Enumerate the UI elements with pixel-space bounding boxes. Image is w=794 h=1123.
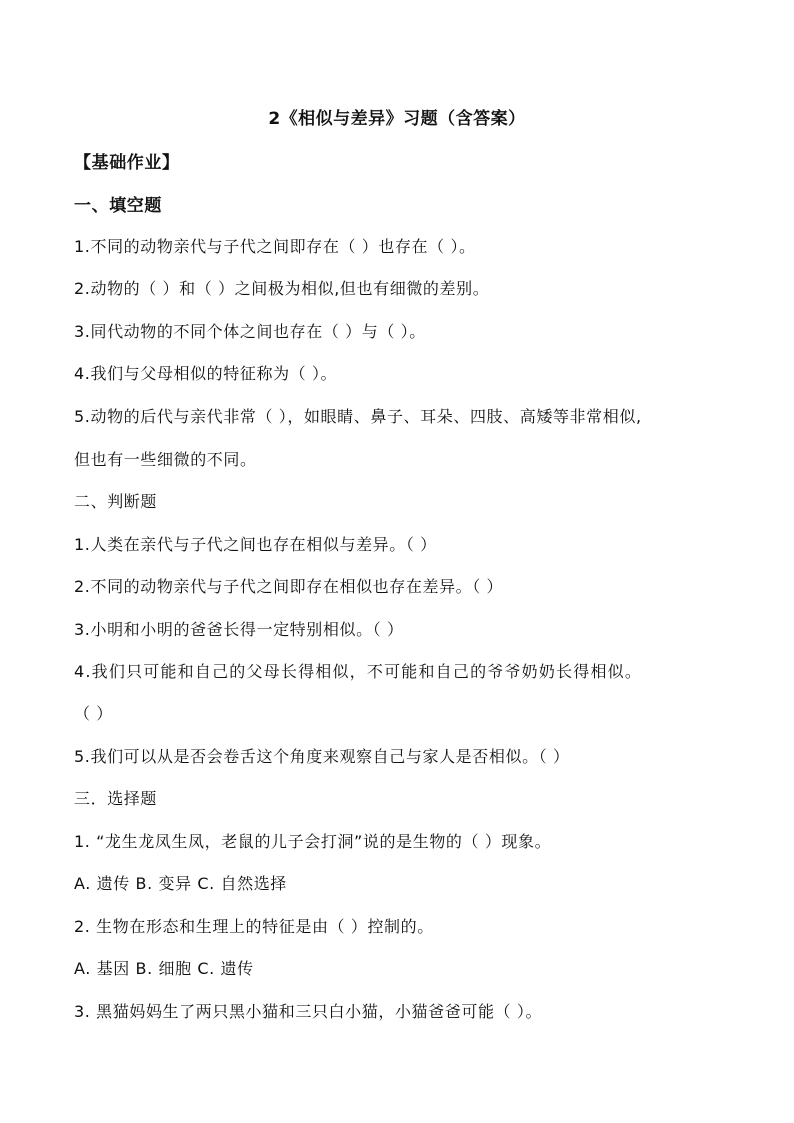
fill-question-3: 3.同代动物的不同个体之间也存在（ ）与（ ）。 (74, 322, 426, 341)
judge-question-5: 5.我们可以从是否会卷舌这个角度来观察自己与家人是否相似。（ ） (74, 747, 570, 766)
choice-question-1-options: A. 遗传 B. 变异 C. 自然选择 (74, 874, 287, 893)
judge-heading: 二、判断题 (74, 492, 158, 511)
fill-question-5-line1: 5.动物的后代与亲代非常（ ），如眼睛、鼻子、耳朵、四肢、高矮等非常相似, (74, 407, 642, 426)
judge-question-2: 2.不同的动物亲代与子代之间即存在相似也存在差异。（ ） (74, 577, 504, 596)
fill-question-1: 1.不同的动物亲代与子代之间即存在（ ）也存在（ ）。 (74, 237, 476, 256)
choice-question-2-options: A. 基因 B. 细胞 C. 遗传 (74, 959, 254, 978)
choice-question-2: 2. 生物在形态和生理上的特征是由（ ）控制的。 (74, 917, 434, 936)
choice-heading: 三．选择题 (74, 789, 158, 808)
section-basic-heading: 【基础作业】 (74, 153, 180, 173)
fill-question-5-line2: 但也有一些细微的不同。 (74, 450, 257, 469)
fill-question-4: 4.我们与父母相似的特征称为（ ）。 (74, 364, 338, 383)
choice-question-3: 3. 黑猫妈妈生了两只黑小猫和三只白小猫，小猫爸爸可能（ ）。 (74, 1002, 543, 1021)
judge-question-4-line2: （ ） (74, 704, 113, 723)
fill-question-2: 2.动物的（ ）和（ ）之间极为相似,但也有细微的差别。 (74, 279, 490, 298)
page-title: 2《相似与差异》习题（含答案） (268, 109, 526, 129)
judge-question-1: 1.人类在亲代与子代之间也存在相似与差异。（ ） (74, 535, 437, 554)
judge-question-4-line1: 4.我们只可能和自己的父母长得相似，不可能和自己的爷爷奶奶长得相似。 (74, 662, 643, 681)
choice-question-1: 1. “龙生龙凤生凤，老鼠的儿子会打洞”说的是生物的（ ）现象。 (74, 832, 552, 851)
judge-question-3: 3.小明和小明的爸爸长得一定特别相似。（ ） (74, 620, 404, 639)
fill-heading: 一、填空题 (74, 196, 162, 216)
